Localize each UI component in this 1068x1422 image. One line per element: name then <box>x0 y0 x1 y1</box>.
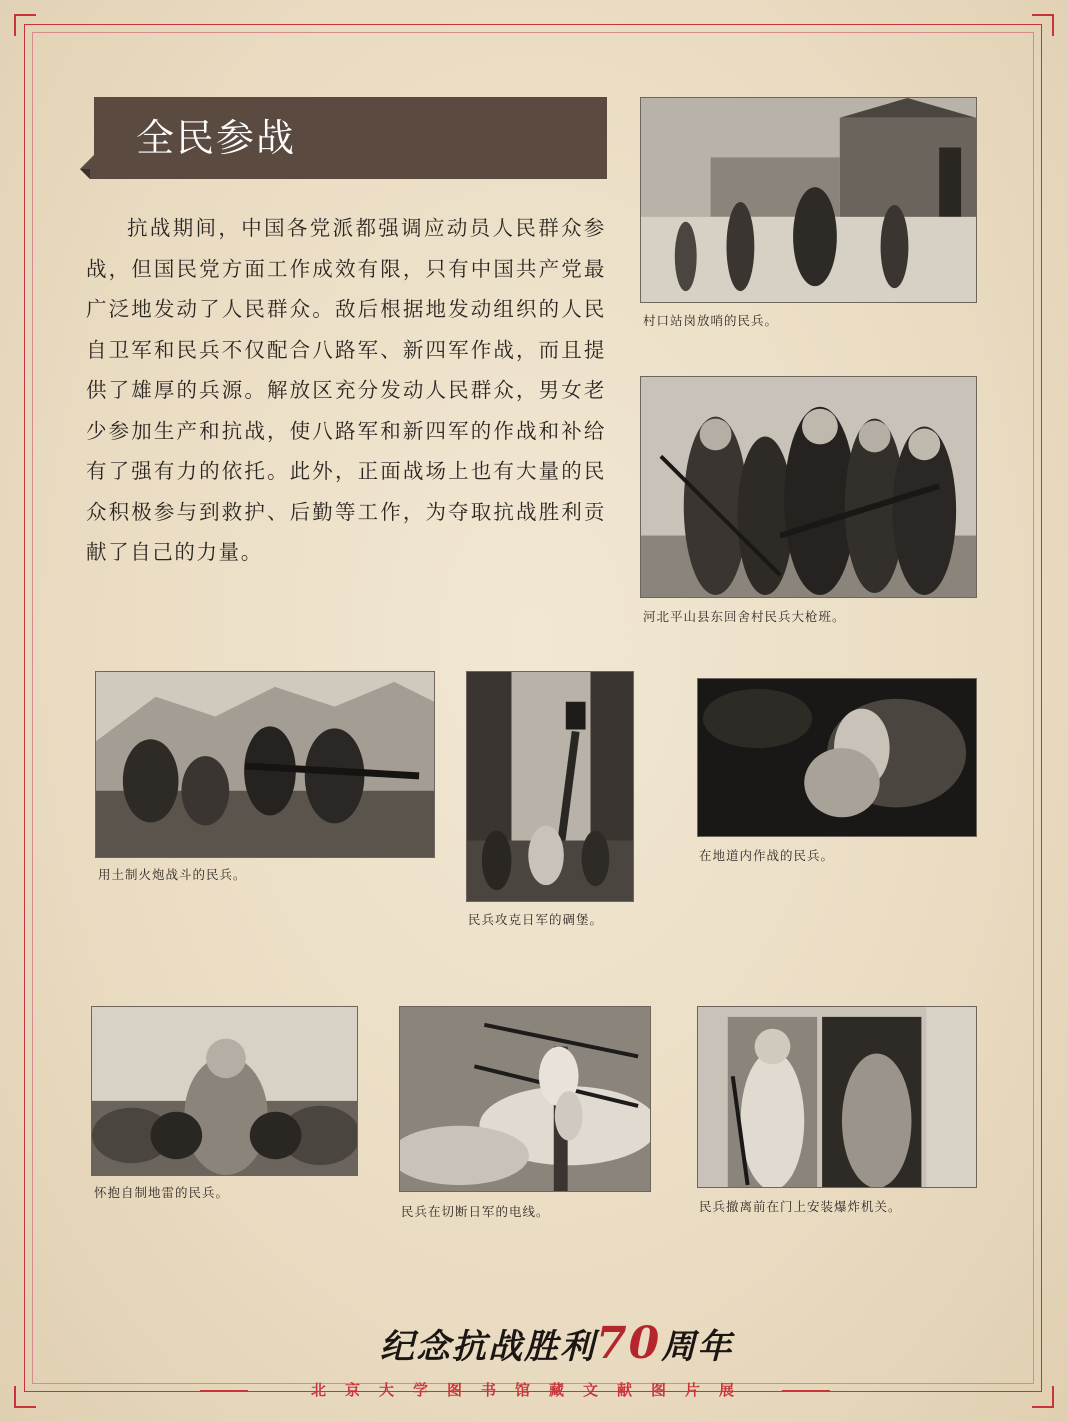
photo-cutting-wires <box>399 1006 651 1192</box>
logo-anniversary-number: 70 <box>596 1318 662 1369</box>
exhibition-logo-title <box>380 1318 734 1369</box>
photo-caption: 民兵撤离前在门上安装爆炸机关。 <box>699 1199 902 1214</box>
photo-homemade-landmines <box>91 1006 358 1176</box>
exhibition-subtitle: 北京大学图书馆藏文献图片展 <box>310 1381 753 1399</box>
photo-caption: 怀抱自制地雷的民兵。 <box>94 1185 230 1200</box>
photo-blockhouse-attack <box>466 671 634 902</box>
section-title-banner <box>80 97 607 179</box>
photo-rifle-squad <box>640 376 977 598</box>
photo-caption: 用土制火炮战斗的民兵。 <box>98 867 247 882</box>
frame-corner-ornament <box>1032 1386 1054 1408</box>
photo-village-sentry <box>640 97 977 303</box>
body-paragraph: 抗战期间，中国各党派都强调应动员人民群众参战，但国民党方面工作成效有限，只有中国共产党最广泛地发动了人民群众。敌后根据地发动组织的人民自卫军和民兵不仅配合八路军、新四军作战，而且提供了雄厚的兵源。解放区充分发动人民群众，男女老少参加生产和抗战，使八路军和新四军的作战和补给有了强有力的依托。此外，正面战场上也有大量的民众积极参与到救护、后勤等工作，为夺取抗战胜利贡献了自己的力量。 <box>86 216 606 564</box>
photo-caption: 民兵攻克日军的碉堡。 <box>468 912 604 927</box>
photo-caption: 民兵在切断日军的电线。 <box>401 1204 550 1219</box>
frame-corner-ornament <box>14 14 36 36</box>
photo-caption: 在地道内作战的民兵。 <box>699 848 835 863</box>
frame-corner-ornament <box>1032 14 1054 36</box>
photo-door-booby-trap <box>697 1006 977 1188</box>
frame-corner-ornament <box>14 1386 36 1408</box>
section-title: 全民参战 <box>136 116 297 160</box>
photo-caption: 村口站岗放哨的民兵。 <box>643 313 779 328</box>
footer-rule-left <box>200 1390 248 1391</box>
logo-title-text: 纪念抗战胜利 <box>380 1327 596 1367</box>
photo-tunnel-fighting <box>697 678 977 837</box>
photo-caption: 河北平山县东回舍村民兵大枪班。 <box>643 609 846 624</box>
logo-title-suffix: 周年 <box>661 1327 734 1367</box>
photo-homemade-cannon <box>95 671 435 858</box>
